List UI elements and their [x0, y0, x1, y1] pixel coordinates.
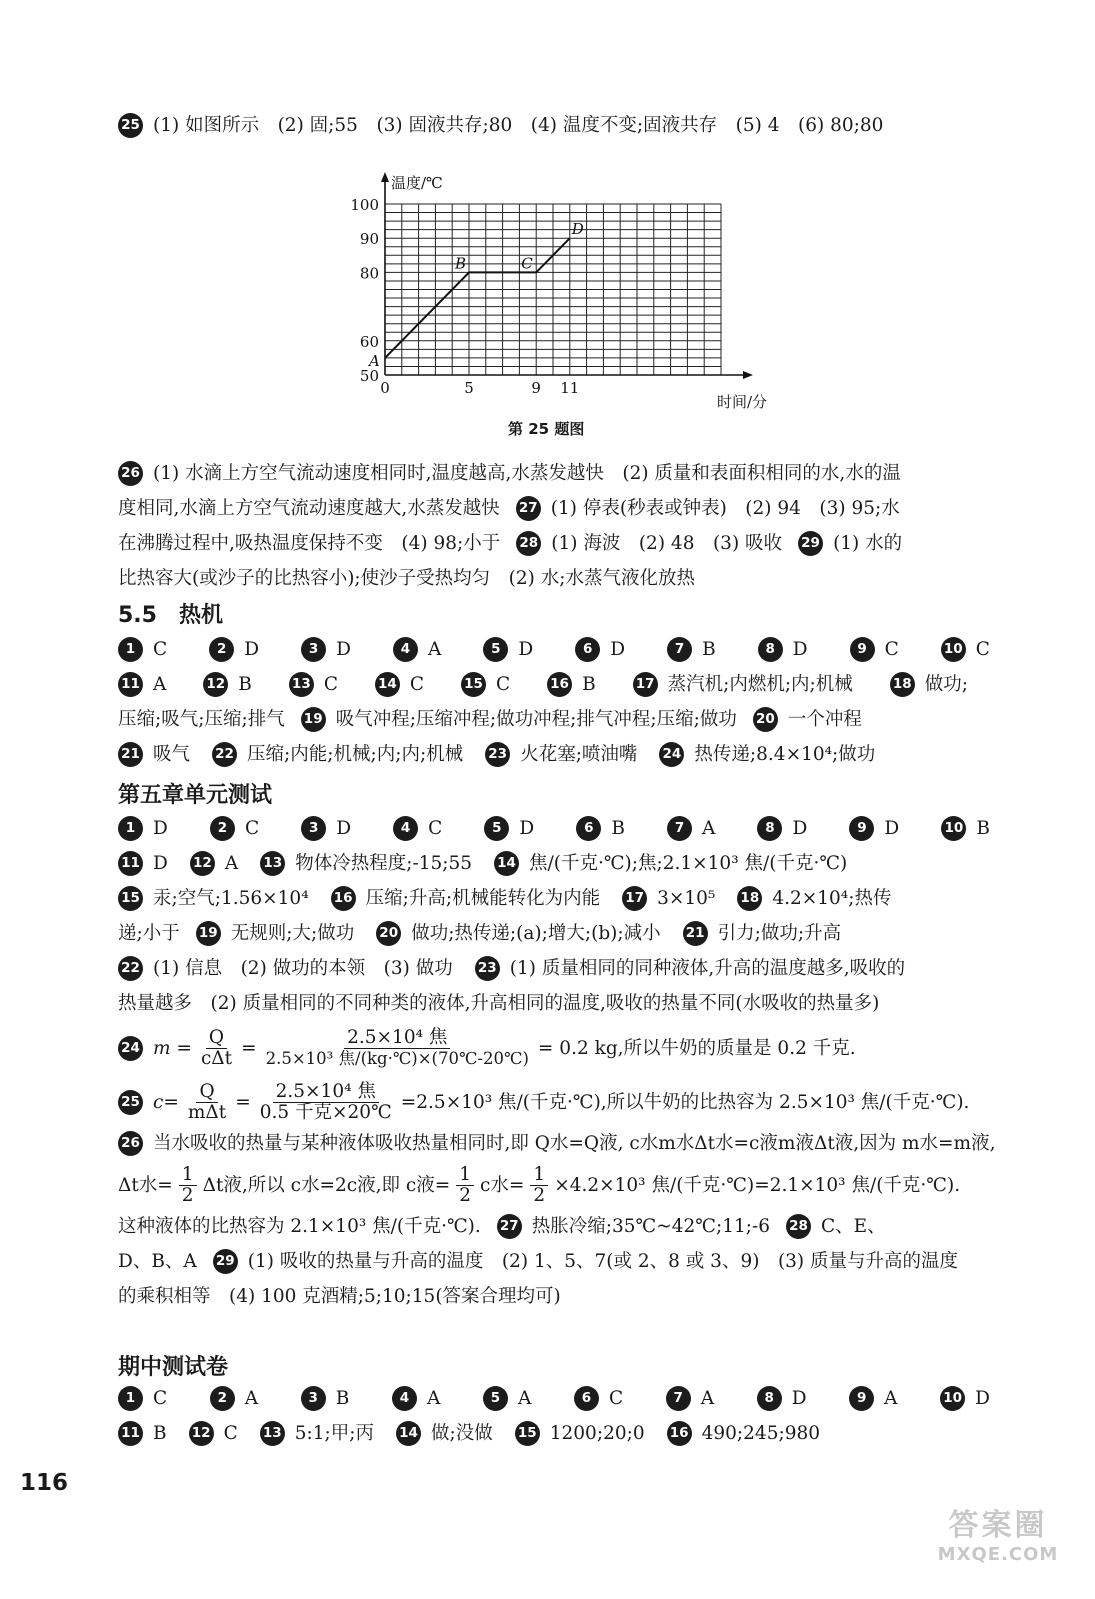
answers-chapter5-test: [118, 811, 990, 1021]
question-number-badge: 25: [118, 1090, 143, 1115]
answer-item: [757, 1381, 807, 1416]
equals-sign: =: [241, 1037, 257, 1059]
question-number-badge: 22: [212, 742, 237, 767]
answer-row: [118, 811, 990, 846]
answer-text: 火花塞;喷油嘴: [520, 744, 638, 765]
question-number-badge: 2: [210, 816, 235, 841]
figure-caption: 第 25 题图: [508, 420, 585, 438]
question-number-badge: 20: [753, 707, 778, 732]
question-number-badge: 12: [203, 672, 228, 697]
answer-row: [118, 737, 990, 772]
denominator: 2: [181, 1184, 194, 1206]
question-number-badge: 4: [393, 637, 418, 662]
answer-text: A: [426, 1388, 441, 1409]
answers-26-29-chapter5: [118, 1126, 996, 1314]
question-number-badge: 27: [497, 1214, 522, 1239]
answer-item: [757, 811, 807, 846]
answer-text: A: [884, 1388, 898, 1409]
answer-text: C: [153, 1388, 168, 1409]
answer-item: [331, 881, 600, 916]
answer-item: [483, 632, 533, 667]
question-number-badge: 6: [575, 637, 600, 662]
answers-5-5: [118, 632, 990, 772]
answer-item: [485, 737, 637, 772]
answer-row: [118, 632, 990, 667]
answer-item: [118, 951, 453, 986]
question-number-badge: 23: [475, 956, 500, 981]
answer-item: [574, 1381, 623, 1416]
answer-text: c水=: [480, 1174, 525, 1196]
question-number-badge: 13: [260, 1421, 285, 1446]
fraction: [179, 1165, 197, 1206]
answer-text: D: [518, 639, 534, 660]
question-number-badge: 1: [118, 1386, 143, 1411]
answer-text: 的乘积相等 (4) 100 克酒精;5;10;15(答案合理均可): [118, 1286, 561, 1307]
answer-item: [301, 1381, 350, 1416]
answer-text: (1) 吸收的热量与升高的温度 (2) 1、5、7(或 2、8 或 3、9) (3) 质量与升高的温度: [247, 1251, 959, 1272]
question-number-badge: 2: [209, 637, 234, 662]
numerator: 1: [179, 1165, 197, 1186]
answer-item: [118, 737, 190, 772]
answer-text: (1) 海波 (2) 48 (3) 吸收: [551, 533, 783, 554]
answer-item: [210, 1381, 258, 1416]
question-number-badge: 10: [941, 816, 966, 841]
question-number-badge: 7: [667, 637, 692, 662]
question-number-badge: 9: [849, 1386, 874, 1411]
y-tick-label: 60: [359, 332, 379, 351]
answer-item: [118, 632, 167, 667]
answer-text: C: [428, 818, 443, 839]
question-number-badge: 23: [485, 742, 510, 767]
question-number-badge: 27: [516, 496, 541, 521]
answer-item: [301, 632, 351, 667]
answer-item: [494, 846, 847, 881]
answer-text: 物体冷热程度;-15;55: [295, 853, 473, 874]
q25-answer: [118, 108, 990, 143]
question-number-badge: 12: [190, 851, 215, 876]
temperature-time-graph: [350, 160, 767, 411]
answer-item: [575, 632, 625, 667]
question-number-badge: 26: [118, 1131, 143, 1156]
answer-item: [941, 632, 990, 667]
answer-item: [396, 1416, 493, 1451]
answer-text: B: [238, 674, 252, 695]
answer-text: (1) 水的: [833, 533, 903, 554]
answer-item: [209, 632, 259, 667]
answer-text: A: [702, 818, 716, 839]
x-tick-label: 0: [380, 379, 390, 397]
answer-row: [118, 1381, 990, 1416]
answer-text: B: [702, 639, 716, 660]
denominator: 2.5×10³ 焦/(kg·℃)×(70℃-20℃): [265, 1048, 529, 1068]
answer-text: D: [975, 1388, 990, 1409]
denominator: 0.5 千克×20℃: [259, 1101, 392, 1123]
answer-text: D: [244, 639, 260, 660]
answer-item: [849, 811, 899, 846]
question-number-badge: 19: [301, 707, 326, 732]
answer-text: C: [323, 674, 338, 695]
answer-text: 490;245;980: [701, 1423, 821, 1444]
answer-text: C: [223, 1423, 238, 1444]
question-number-badge: 3: [301, 816, 326, 841]
denominator: 2: [459, 1184, 472, 1206]
answer-text: 做功;: [924, 674, 968, 695]
point-label: B: [455, 254, 467, 273]
answer-text: 5:1;甲;丙: [294, 1423, 375, 1444]
question-number-badge: 12: [189, 1421, 214, 1446]
answer-text: 度相同,水滴上方空气流动速度越大,水蒸发越快: [118, 498, 500, 519]
answer-text: 1200;20;0: [549, 1423, 645, 1444]
question-number-badge: 5: [483, 637, 508, 662]
numerator: Q: [206, 1028, 227, 1049]
answer-item: [667, 811, 715, 846]
answer-text: D: [884, 818, 900, 839]
question-number-badge: 24: [118, 1036, 143, 1061]
watermark-text: 答案圈: [948, 1508, 1048, 1543]
fraction: [530, 1165, 548, 1206]
question-number-badge: 10: [940, 1386, 965, 1411]
answer-text: D: [610, 639, 626, 660]
question-number-badge: 18: [737, 886, 762, 911]
y-tick-label: 50: [359, 367, 379, 385]
answer-text: D、B、A: [118, 1251, 197, 1272]
answer-text: C: [409, 674, 425, 695]
answer-text: D: [519, 818, 535, 839]
answer-item: [461, 667, 510, 702]
answer-row: [118, 951, 990, 986]
answer-item: [633, 667, 853, 702]
answer-item: [289, 667, 338, 702]
fraction: [185, 1082, 229, 1123]
answer-item: [376, 916, 660, 951]
answer-text: (1) 水滴上方空气流动速度相同时,温度越高,水蒸发越快 (2) 质量和表面积相同的水,水的温: [153, 463, 901, 484]
question-number-badge: 15: [461, 672, 486, 697]
question-number-badge: 13: [260, 851, 285, 876]
fraction: [257, 1082, 395, 1123]
answer-item: [196, 916, 354, 951]
question-number-badge: 29: [213, 1249, 238, 1274]
question-number-badge: 13: [289, 672, 314, 697]
question-number-badge: 26: [118, 461, 143, 486]
answer-text: B: [976, 818, 990, 839]
answer-item: [666, 1381, 714, 1416]
answer-item: [849, 1381, 897, 1416]
section-title-5-5: 5.5 热机: [118, 603, 223, 628]
answers-midterm: [118, 1381, 990, 1451]
y-tick-label: 100: [350, 196, 379, 214]
answer-item: [210, 811, 259, 846]
question-number-badge: 18: [890, 672, 915, 697]
numerator: 2.5×10⁴ 焦: [344, 1028, 450, 1049]
question-number-badge: 25: [118, 113, 143, 138]
answer-text: A: [517, 1388, 532, 1409]
answer-text: C: [608, 1388, 624, 1409]
q25-solution: [118, 1078, 990, 1126]
watermark-logo: [923, 1500, 1073, 1565]
question-number-badge: 21: [118, 742, 143, 767]
y-axis-arrow: [381, 172, 389, 182]
answer-text: 无规则;大;做功: [230, 923, 355, 944]
answer-item: [301, 811, 351, 846]
answer-text: B: [611, 818, 625, 839]
question-number-badge: 4: [393, 816, 418, 841]
answer-text: C: [244, 818, 260, 839]
equals-sign: =: [235, 1091, 251, 1113]
question-number-badge: 17: [622, 886, 647, 911]
answer-item: [212, 737, 463, 772]
answer-item: [659, 737, 875, 772]
question-number-badge: 15: [515, 1421, 540, 1446]
answer-item: [758, 632, 808, 667]
answer-text: (1) 停表(秒表或钟表) (2) 94 (3) 95;水: [550, 498, 900, 519]
answer-text: A: [244, 1388, 259, 1409]
answer-text: =2.5×10³ 焦/(千克·℃),所以牛奶的比热容为 2.5×10³ 焦/(千克·℃).: [400, 1091, 970, 1113]
section-title-midterm: 期中测试卷: [118, 1355, 229, 1380]
answer-text: ×4.2×10³ 焦/(千克·℃)=2.1×10³ 焦/(千克·℃).: [554, 1174, 961, 1196]
answer-text: 递;小于: [118, 923, 180, 944]
question-number-badge: 28: [786, 1214, 811, 1239]
answer-text: 一个冲程: [787, 709, 862, 730]
point-label: A: [369, 351, 380, 370]
answer-text: C: [884, 639, 899, 660]
answer-item: [118, 1416, 167, 1451]
answer-text: 热胀冷缩;35℃~42℃;11;-6: [531, 1216, 770, 1237]
answer-text: A: [153, 674, 167, 695]
question-number-badge: 15: [118, 886, 143, 911]
numerator: 1: [530, 1165, 548, 1186]
answer-text: 焦/(千克·℃);焦;2.1×10³ 焦/(千克·℃): [529, 853, 848, 874]
x-tick-label: 9: [531, 379, 541, 397]
answer-item: [940, 1381, 990, 1416]
question-number-badge: 8: [757, 816, 782, 841]
y-tick-label: 80: [359, 264, 379, 283]
answer-item: [890, 667, 968, 702]
answer-text: C: [975, 639, 990, 660]
q24-solution: [118, 1024, 990, 1072]
question-number-badge: 14: [494, 851, 519, 876]
answer-text: 热传递;8.4×10⁴;做功: [694, 744, 876, 765]
numerator: 2.5×10⁴ 焦: [273, 1082, 379, 1103]
x-axis-label: 时间/分: [716, 393, 767, 411]
answer-text: 压缩;吸气;压缩;排气: [118, 709, 285, 730]
answer-item: [393, 811, 442, 846]
answer-item: [118, 846, 168, 881]
answer-text: D: [792, 639, 808, 660]
question-number-badge: 8: [757, 1386, 782, 1411]
answer-text: 吸气: [153, 744, 191, 765]
answer-text: A: [700, 1388, 715, 1409]
answer-text: 这种液体的比热容为 2.1×10³ 焦/(千克·℃).: [118, 1216, 481, 1237]
formula-lhs: c=: [153, 1091, 179, 1113]
answer-text: D: [153, 818, 168, 839]
question-number-badge: 4: [392, 1386, 417, 1411]
fraction: [263, 1028, 532, 1069]
answer-item: [393, 632, 441, 667]
answer-text: 4.2×10⁴;热传: [772, 888, 892, 909]
page-number: 116: [20, 1470, 69, 1496]
answer-item: [941, 811, 990, 846]
question-number-badge: 1: [118, 816, 143, 841]
question-number-badge: 2: [210, 1386, 235, 1411]
question-number-badge: 19: [196, 921, 221, 946]
answer-text: 吸气冲程;压缩冲程;做功冲程;排气冲程;压缩;做功: [335, 709, 737, 730]
answer-text: D: [791, 1388, 807, 1409]
answer-item: [576, 811, 625, 846]
question-number-badge: 14: [375, 672, 400, 697]
answer-text: 热量越多 (2) 质量相同的不同种类的液体,升高相同的温度,吸收的热量不同(水吸收的热量多): [118, 993, 880, 1014]
question-number-badge: 5: [484, 816, 509, 841]
answer-text: (1) 质量相同的同种液体,升高的温度越多,吸收的: [509, 958, 906, 979]
answer-row: [118, 881, 990, 916]
answer-item: [260, 846, 472, 881]
answer-text: Δt水=: [118, 1174, 173, 1196]
watermark-url: MXQE.COM: [937, 1544, 1059, 1565]
answer-text: 引力;做功;升高: [717, 923, 842, 944]
fraction: [456, 1165, 474, 1206]
question-number-badge: 16: [667, 1421, 692, 1446]
answer-text: C: [153, 639, 168, 660]
x-tick-label: 11: [560, 379, 580, 397]
answer-item: [622, 881, 715, 916]
answer-text: D: [336, 818, 352, 839]
denominator: cΔt: [200, 1047, 233, 1069]
answer-text: (1) 信息 (2) 做功的本领 (3) 做功: [153, 958, 453, 979]
answer-text: 做功;热传递;(a);增大;(b);减小: [411, 923, 661, 944]
question-number-badge: 11: [118, 1421, 143, 1446]
answer-text: 蒸汽机;内燃机;内;机械: [667, 674, 853, 695]
answer-item: [547, 667, 596, 702]
answer-item: [190, 846, 238, 881]
answer-item: [189, 1416, 238, 1451]
denominator: 2: [533, 1184, 546, 1206]
answer-text: 压缩;内能;机械;内;内;机械: [247, 744, 464, 765]
answer-text: A: [427, 639, 442, 660]
answer-text: Δt液,所以 c水=2c液,即 c液=: [202, 1174, 451, 1196]
answer-row: [118, 1416, 990, 1451]
question-number-badge: 9: [849, 816, 874, 841]
answer-text: 比热容大(或沙子的比热容小);使沙子受热均匀 (2) 水;水蒸气液化放热: [118, 568, 695, 589]
question-number-badge: 3: [301, 637, 326, 662]
question-number-badge: 20: [376, 921, 401, 946]
answer-text: A: [224, 853, 239, 874]
question-number-badge: 1: [118, 637, 143, 662]
answer-text: C: [495, 674, 511, 695]
answer-row: [118, 916, 990, 951]
fraction: [198, 1028, 235, 1069]
answer-text: 在沸腾过程中,吸热温度保持不变 (4) 98;小于: [118, 533, 501, 554]
answer-item: [203, 667, 252, 702]
answer-text: 3×10⁵: [657, 888, 716, 909]
question-number-badge: 9: [850, 637, 875, 662]
answer-text: (1) 如图所示 (2) 固;55 (3) 固液共存;80 (4) 温度不变;固液共存 (5) 4 (6) 80;80: [153, 115, 884, 136]
answer-item: [260, 1416, 374, 1451]
answer-item: [118, 881, 309, 916]
answer-text: = 0.2 kg,所以牛奶的质量是 0.2 千克.: [537, 1037, 856, 1059]
answer-item: [484, 811, 534, 846]
question-number-badge: 5: [483, 1386, 508, 1411]
question-number-badge: 17: [633, 672, 658, 697]
answer-item: [375, 667, 424, 702]
answer-text: B: [335, 1388, 350, 1409]
numerator: 1: [456, 1165, 474, 1186]
question-number-badge: 28: [516, 531, 541, 556]
answer-item: [850, 632, 899, 667]
answer-item: [118, 811, 168, 846]
question-number-badge: 22: [118, 956, 143, 981]
answer-text: 做;没做: [431, 1423, 493, 1444]
x-tick-label: 5: [464, 379, 474, 397]
answer-item: [667, 1416, 820, 1451]
answer-text: 汞;空气;1.56×10⁴: [153, 888, 309, 909]
answer-text: C、E、: [821, 1216, 886, 1237]
answer-row: [118, 667, 990, 702]
question-number-badge: 10: [941, 637, 966, 662]
point-label: C: [521, 254, 533, 273]
question-number-badge: 24: [659, 742, 684, 767]
question-number-badge: 29: [798, 531, 823, 556]
question-number-badge: 14: [396, 1421, 421, 1446]
y-tick-label: 90: [359, 230, 379, 249]
answer-text: 压缩;升高;机械能转化为内能: [365, 888, 601, 909]
answer-text: B: [153, 1423, 167, 1444]
answer-item: [118, 1381, 167, 1416]
question-number-badge: 16: [547, 672, 572, 697]
answer-item: [737, 881, 891, 916]
y-axis-label: 温度/℃: [391, 174, 443, 192]
question-number-badge: 21: [683, 921, 708, 946]
question-number-badge: 7: [667, 816, 692, 841]
formula-lhs: m =: [153, 1037, 192, 1059]
question-number-badge: 11: [118, 851, 143, 876]
answers-26-29: [118, 456, 990, 596]
answer-item: [475, 951, 905, 986]
answer-text: B: [582, 674, 596, 695]
denominator: mΔt: [187, 1101, 227, 1123]
answer-text: D: [153, 853, 168, 874]
answer-item: [667, 632, 716, 667]
answer-item: [683, 916, 841, 951]
question-number-badge: 3: [301, 1386, 326, 1411]
question-number-badge: 6: [574, 1386, 599, 1411]
x-axis-arrow: [743, 371, 753, 379]
numerator: Q: [196, 1082, 217, 1103]
answer-row: [118, 846, 990, 881]
answer-item: [118, 667, 166, 702]
answer-text: D: [792, 818, 808, 839]
question-number-badge: 11: [118, 672, 143, 697]
answer-text: 当水吸收的热量与某种液体吸收热量相同时,即 Q水=Q液, c水m水Δt水=c液m液Δt液,因为 m水=m液,: [153, 1133, 996, 1154]
answer-item: [515, 1416, 645, 1451]
question-number-badge: 6: [576, 816, 601, 841]
question-number-badge: 16: [331, 886, 356, 911]
section-title-chapter5-test: 第五章单元测试: [118, 783, 273, 808]
answer-item: [483, 1381, 531, 1416]
point-label: D: [571, 220, 584, 239]
answer-text: D: [336, 639, 351, 660]
question-number-badge: 7: [666, 1386, 691, 1411]
question-number-badge: 8: [758, 637, 783, 662]
answer-item: [392, 1381, 440, 1416]
